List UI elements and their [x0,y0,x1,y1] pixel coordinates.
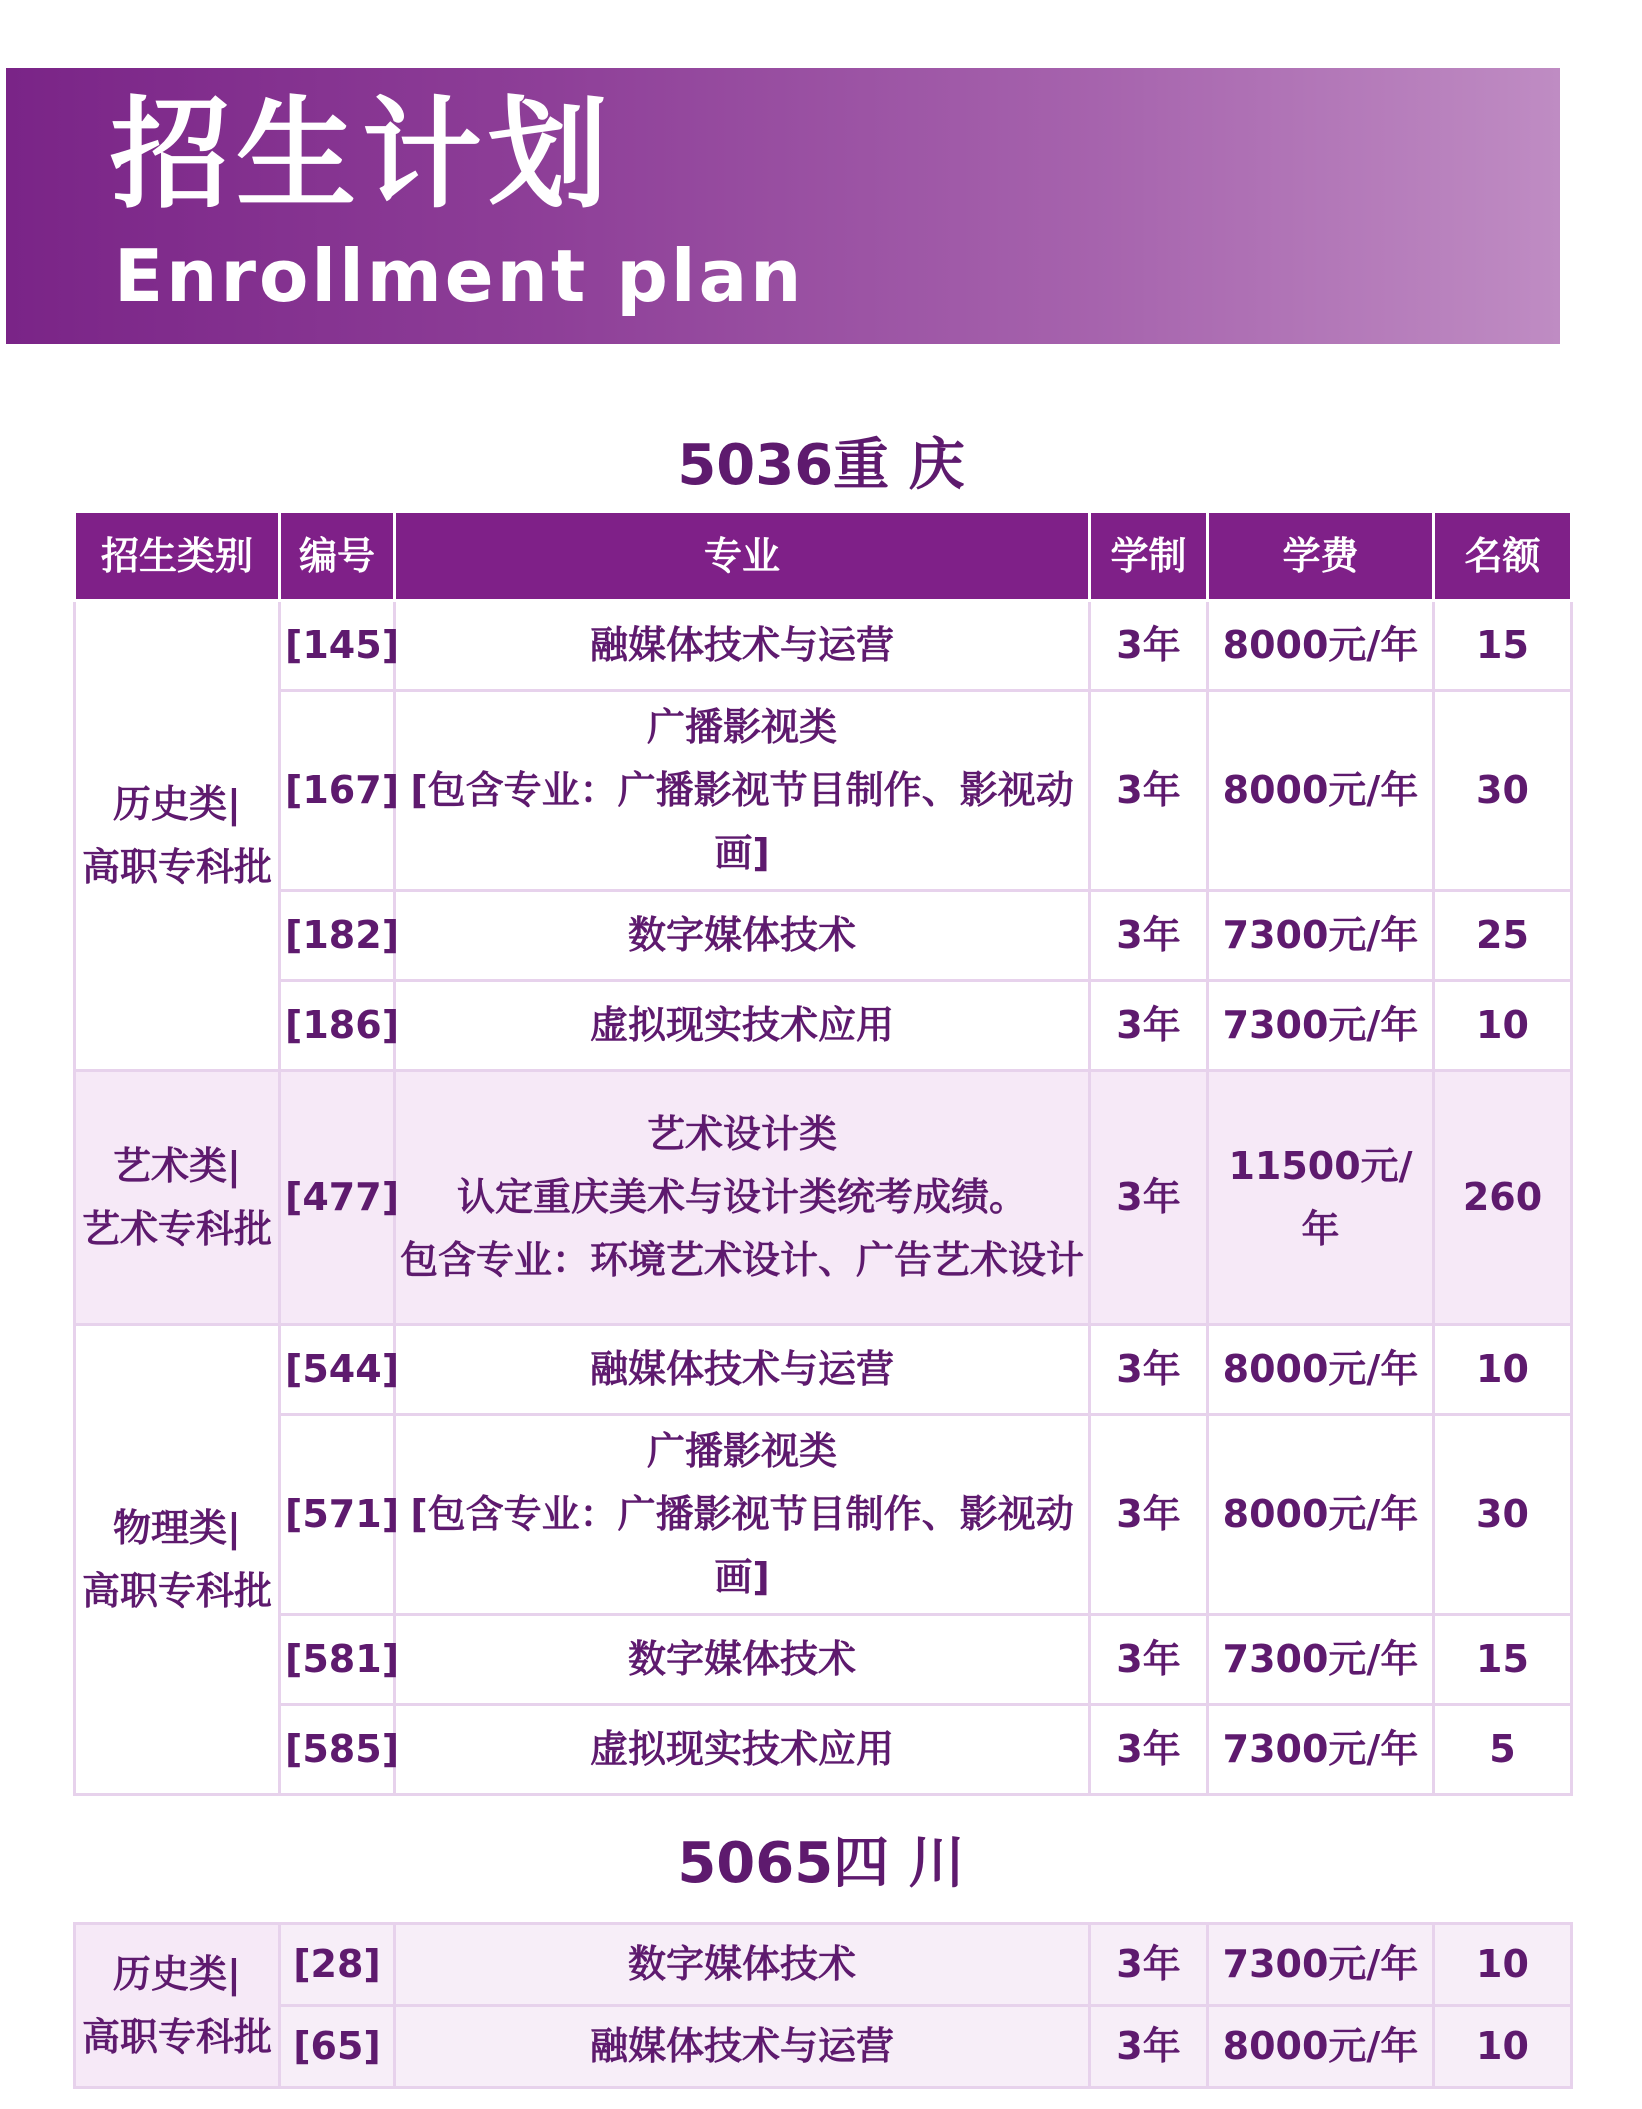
quota-cell: 15 [1434,601,1572,691]
code-cell: [585] [280,1705,395,1795]
col-fee: 学费 [1208,512,1434,601]
fee-cell: 8000元/年 [1208,601,1434,691]
fee-cell: 8000元/年 [1208,1325,1434,1415]
category-cell [75,601,280,1071]
category-cell [75,1071,280,1325]
quota-cell: 10 [1434,2006,1572,2088]
major-cell [395,1924,1090,2006]
major-cell [395,981,1090,1071]
quota-cell: 10 [1434,1325,1572,1415]
table-row [75,891,1572,981]
category-line: 高职专科批 [81,844,272,889]
sichuan-table [73,1922,1573,2089]
table-row [75,691,1572,891]
fee-cell: 11500元/年 [1208,1071,1434,1325]
table-row [75,1071,1572,1325]
major-line: 包含专业：环境艺术设计、广告艺术设计 [400,1238,1085,1282]
quota-cell: 10 [1434,1924,1572,2006]
major-line: 虚拟现实技术应用 [589,1727,894,1771]
major-cell [395,691,1090,891]
duration-cell: 3年 [1090,891,1208,981]
quota-cell: 30 [1434,1415,1572,1615]
table-row [75,1705,1572,1795]
code-cell: [186] [280,981,395,1071]
duration-cell: 3年 [1090,601,1208,691]
duration-cell: 3年 [1090,1415,1208,1615]
code-cell: [571] [280,1415,395,1615]
table-row [75,1325,1572,1415]
fee-cell: 8000元/年 [1208,691,1434,891]
major-cell [395,1325,1090,1415]
fee-cell: 7300元/年 [1208,1924,1434,2006]
major-line: 广播影视类 [646,1429,837,1473]
quota-cell: 10 [1434,981,1572,1071]
category-cell [75,1924,280,2088]
major-line: 数字媒体技术 [627,1637,856,1681]
table-row [75,2006,1572,2088]
fee-cell: 7300元/年 [1208,981,1434,1071]
code-cell: [28] [280,1924,395,2006]
major-line: 画] [714,1555,770,1599]
major-line: [包含专业：广播影视节目制作、影视动 [410,768,1074,812]
table-row [75,1924,1572,2006]
major-cell [395,891,1090,981]
code-cell: [167] [280,691,395,891]
duration-cell: 3年 [1090,1071,1208,1325]
quota-cell: 260 [1434,1071,1572,1325]
category-cell [75,1325,280,1795]
fee-cell: 8000元/年 [1208,1415,1434,1615]
major-line: 数字媒体技术 [627,913,856,957]
category-line: 历史类| [113,781,241,826]
quota-cell: 5 [1434,1705,1572,1795]
fee-cell: 7300元/年 [1208,1705,1434,1795]
col-code: 编号 [280,512,395,601]
page-title: 招生计划 [110,86,614,225]
sichuan-title: 5065四 川 [677,1831,965,1896]
page-subtitle: Enrollment plan [114,234,805,318]
code-cell: [477] [280,1071,395,1325]
category-line: 艺术专科批 [81,1206,272,1251]
quota-cell: 25 [1434,891,1572,981]
fee-cell: 8000元/年 [1208,2006,1434,2088]
col-major: 专业 [395,512,1090,601]
duration-cell: 3年 [1090,1924,1208,2006]
major-line: 数字媒体技术 [627,1942,856,1986]
duration-cell: 3年 [1090,1615,1208,1705]
fee-cell: 7300元/年 [1208,1615,1434,1705]
category-line: 物理类| [113,1505,241,1550]
category-line: 历史类| [113,1951,241,1996]
code-cell: [65] [280,2006,395,2088]
duration-cell: 3年 [1090,1705,1208,1795]
quota-cell: 30 [1434,691,1572,891]
table-row [75,1615,1572,1705]
duration-cell: 3年 [1090,981,1208,1071]
table-row [75,601,1572,691]
chongqing-table [73,510,1573,1796]
category-line: 艺术类| [113,1143,241,1188]
col-category: 招生类别 [75,512,280,601]
quota-cell: 15 [1434,1615,1572,1705]
table-row [75,981,1572,1071]
major-cell [395,1615,1090,1705]
col-duration: 学制 [1090,512,1208,601]
table-header-row [75,512,1572,601]
major-line: 认定重庆美术与设计类统考成绩。 [456,1175,1027,1219]
major-line: 广播影视类 [646,705,837,749]
major-line: 画] [714,831,770,875]
duration-cell: 3年 [1090,1325,1208,1415]
major-cell [395,1705,1090,1795]
major-line: 艺术设计类 [646,1112,837,1156]
major-cell [395,2006,1090,2088]
major-cell [395,1071,1090,1325]
chongqing-title: 5036重 庆 [677,433,965,498]
code-cell: [544] [280,1325,395,1415]
duration-cell: 3年 [1090,691,1208,891]
table-row [75,1415,1572,1615]
major-cell [395,601,1090,691]
category-line: 高职专科批 [81,2014,272,2059]
col-quota: 名额 [1434,512,1572,601]
major-line: 虚拟现实技术应用 [589,1003,894,1047]
major-line: 融媒体技术与运营 [589,2024,894,2068]
major-line: 融媒体技术与运营 [589,623,894,667]
code-cell: [182] [280,891,395,981]
code-cell: [581] [280,1615,395,1705]
code-cell: [145] [280,601,395,691]
major-cell [395,1415,1090,1615]
major-line: [包含专业：广播影视节目制作、影视动 [410,1492,1074,1536]
fee-cell: 7300元/年 [1208,891,1434,981]
duration-cell: 3年 [1090,2006,1208,2088]
major-line: 融媒体技术与运营 [589,1347,894,1391]
category-line: 高职专科批 [81,1568,272,1613]
